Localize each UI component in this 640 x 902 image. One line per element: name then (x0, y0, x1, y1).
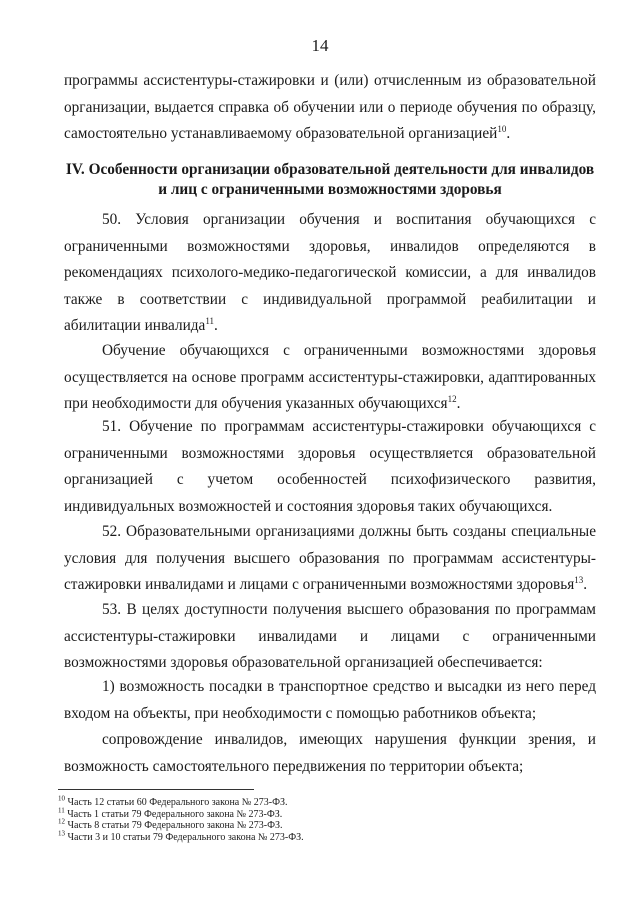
list-item-1-text: 1) возможность посадки в транспортное средство и высадки из него перед входом на объекты, при необходимости с помощью работников объекта; (64, 678, 596, 722)
paragraph-51 (64, 414, 596, 520)
paragraph-53-text: 53. В целях доступности получения высшего образования по программам ассистентуры-стажировки инвалидами и лицами с ограниченными возможностями здоровья образовательной организацией обеспечивается: (64, 601, 596, 671)
continuation-text: программы ассистентуры-стажировки и (или) отчисленным из образовательной организации, выдается справка об обучении или о периоде обучения по образцу, самостоятельно устанавливаемому образовательной организацией (64, 72, 596, 142)
paragraph-52-text: 52. Образовательными организациями должны быть созданы специальные условия для получения высшего образования по программам ассистентуры-стажировки инвалидами и лицами с ограниченными возможностями здоровья (64, 523, 596, 593)
footnote-ref-11: 11 (205, 315, 215, 326)
footnote-num: 13 (58, 829, 65, 838)
footnote-text: Часть 1 статьи 79 Федерального закона № 273-ФЗ. (67, 808, 283, 820)
paragraph-50-second (64, 338, 596, 418)
footnote-num: 11 (58, 806, 65, 815)
footnote-11 (58, 806, 578, 821)
paragraph-52 (64, 519, 596, 599)
footnotes (58, 794, 578, 843)
continuation-paragraph (64, 68, 596, 148)
paragraph-50-second-text: Обучение обучающихся с ограниченными возможностями здоровья осуществляется на основе программ ассистентуры-стажировки, адаптированных при необходимости для обучения указанных обучающихся (64, 342, 596, 412)
footnote-ref-12: 12 (447, 393, 457, 404)
paragraph-50-tail: . (214, 317, 218, 334)
section-heading-line2: и лиц с ограниченными возможностями здоровья (158, 181, 502, 198)
section-heading (64, 160, 596, 200)
list-item-continuation (64, 727, 596, 780)
paragraph-50 (64, 207, 596, 340)
footnote-separator (58, 789, 254, 790)
footnote-ref-13: 13 (574, 574, 584, 585)
footnote-13 (58, 829, 578, 844)
page-number: 14 (311, 36, 329, 55)
paragraph-50-second-tail: . (456, 395, 461, 412)
paragraph-51-text: 51. Обучение по программам ассистентуры-стажировки обучающихся с ограниченными возможностями здоровья осуществляется образовательной организацией с учетом особенностей психофизического развития, индивидуальных возможностей и состояния здоровья таких обучающихся. (64, 418, 596, 515)
footnote-num: 10 (58, 794, 65, 803)
footnote-text: Часть 12 статьи 60 Федерального закона № 273-ФЗ. (67, 797, 288, 808)
paragraph-52-tail: . (583, 576, 588, 593)
footnote-12 (58, 817, 578, 832)
paragraph-53 (64, 597, 596, 677)
footnote-text: Часть 8 статьи 79 Федерального закона № 273-ФЗ. (67, 820, 283, 831)
continuation-tail: . (506, 125, 511, 142)
footnote-num: 12 (58, 817, 65, 826)
footnote-text: Части 3 и 10 статьи 79 Федерального закона № 273-ФЗ. (67, 831, 304, 843)
footnote-10 (58, 794, 578, 809)
footnote-ref-10: 10 (497, 123, 507, 134)
list-item-1 (64, 674, 596, 727)
section-heading-line1: IV. Особенности организации образовательной деятельности для инвалидов (65, 161, 595, 178)
list-item-continuation-text: сопровождение инвалидов, имеющих нарушения функции зрения, и возможность самостоятельного передвижения по территории объекта; (64, 731, 596, 775)
paragraph-50-text: 50. Условия организации обучения и воспитания обучающихся с ограниченными возможностями здоровья, инвалидов определяются в рекомендациях психолого-медико-педагогической комиссии, а для инвалидов также в соответствии с индивидуальной программой реабилитации и абилитации инвалида (64, 211, 596, 334)
